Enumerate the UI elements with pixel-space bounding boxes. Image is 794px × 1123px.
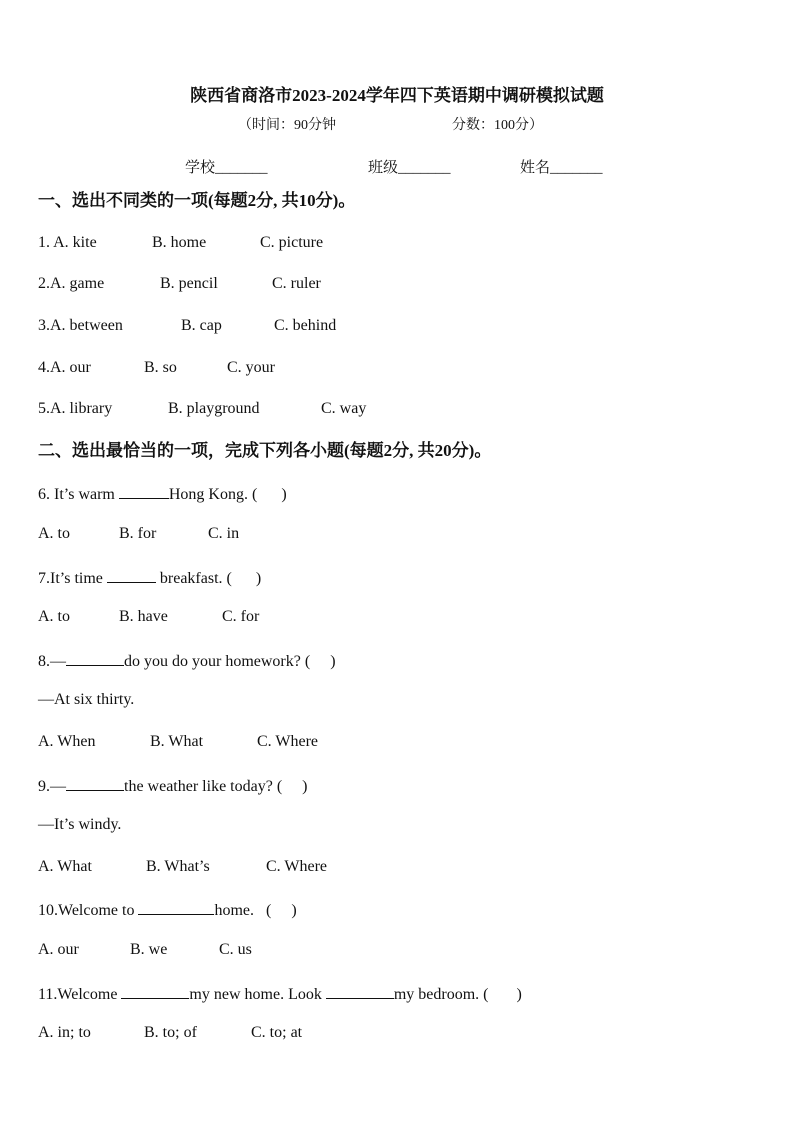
q4-option-a: 4.A. our — [38, 359, 91, 376]
answer-blank[interactable] — [66, 651, 124, 666]
q4-option-b: B. so — [144, 359, 177, 376]
q8-answer: —At six thirty. — [38, 691, 135, 708]
exam-time: （时间：90分钟 — [238, 118, 336, 133]
q11-option-b: B. to; of — [144, 1024, 197, 1041]
school-field: 学校_______ — [185, 160, 268, 176]
q10-option-c: C. us — [219, 941, 252, 958]
q11-stem: 11.Welcome my new home. Look my bedroom. ( ) — [38, 986, 522, 1003]
q5-option-b: B. playground — [168, 400, 260, 417]
q6-option-a: A. to — [38, 525, 70, 542]
section-2-heading: 二、选出最恰当的一项，完成下列各小题(每题2分, 共20分)。 — [38, 441, 492, 460]
q9-stem: 9.— the weather like today? ( ) — [38, 778, 308, 795]
exam-title: 陕西省商洛市2023-2024学年四下英语期中调研模拟试题 — [190, 86, 604, 105]
q2-option-a: 2.A. game — [38, 275, 105, 292]
q8-option-a: A. When — [38, 733, 96, 750]
q1-option-b: B. home — [152, 234, 207, 251]
q8-option-b: B. What — [150, 733, 204, 750]
q9-option-c: C. Where — [266, 858, 328, 875]
q9-option-a: A. What — [38, 858, 92, 875]
q7-option-a: A. to — [38, 608, 70, 625]
answer-blank[interactable] — [326, 984, 394, 999]
q5-option-a: 5.A. library — [38, 400, 113, 417]
q10-option-a: A. our — [38, 941, 79, 958]
answer-blank[interactable] — [107, 568, 156, 583]
q11-option-a: A. in; to — [38, 1024, 91, 1041]
class-field: 班级_______ — [368, 160, 451, 176]
answer-blank[interactable] — [138, 900, 214, 915]
q7-option-c: C. for — [222, 608, 260, 625]
q3-option-c: C. behind — [274, 317, 337, 334]
q8-option-c: C. Where — [257, 733, 319, 750]
answer-blank[interactable] — [66, 776, 124, 791]
answer-blank[interactable] — [119, 484, 169, 499]
q1-option-c: C. picture — [260, 234, 324, 251]
exam-score: 分数：100分） — [452, 118, 543, 133]
q9-option-b: B. What’s — [146, 858, 210, 875]
q3-option-b: B. cap — [181, 317, 222, 334]
q6-option-b: B. for — [119, 525, 157, 542]
answer-blank[interactable] — [121, 984, 189, 999]
q4-option-c: C. your — [227, 359, 275, 376]
q5-option-c: C. way — [321, 400, 367, 417]
name-field: 姓名_______ — [520, 160, 603, 176]
q10-option-b: B. we — [130, 941, 168, 958]
q6-stem: 6. It’s warm Hong Kong. ( ) — [38, 486, 287, 503]
section-1-heading: 一、选出不同类的一项(每题2分, 共10分)。 — [38, 191, 356, 210]
q7-option-b: B. have — [119, 608, 168, 625]
q11-option-c: C. to; at — [251, 1024, 303, 1041]
q7-stem: 7.It’s time breakfast. ( ) — [38, 570, 262, 587]
q10-stem: 10.Welcome to home. ( ) — [38, 902, 297, 919]
q6-option-c: C. in — [208, 525, 240, 542]
q2-option-c: C. ruler — [272, 275, 321, 292]
q3-option-a: 3.A. between — [38, 317, 123, 334]
q9-answer: —It’s windy. — [38, 816, 122, 833]
q1-option-a: 1. A. kite — [38, 234, 97, 251]
q8-stem: 8.— do you do your homework? ( ) — [38, 653, 336, 670]
q2-option-b: B. pencil — [160, 275, 218, 292]
